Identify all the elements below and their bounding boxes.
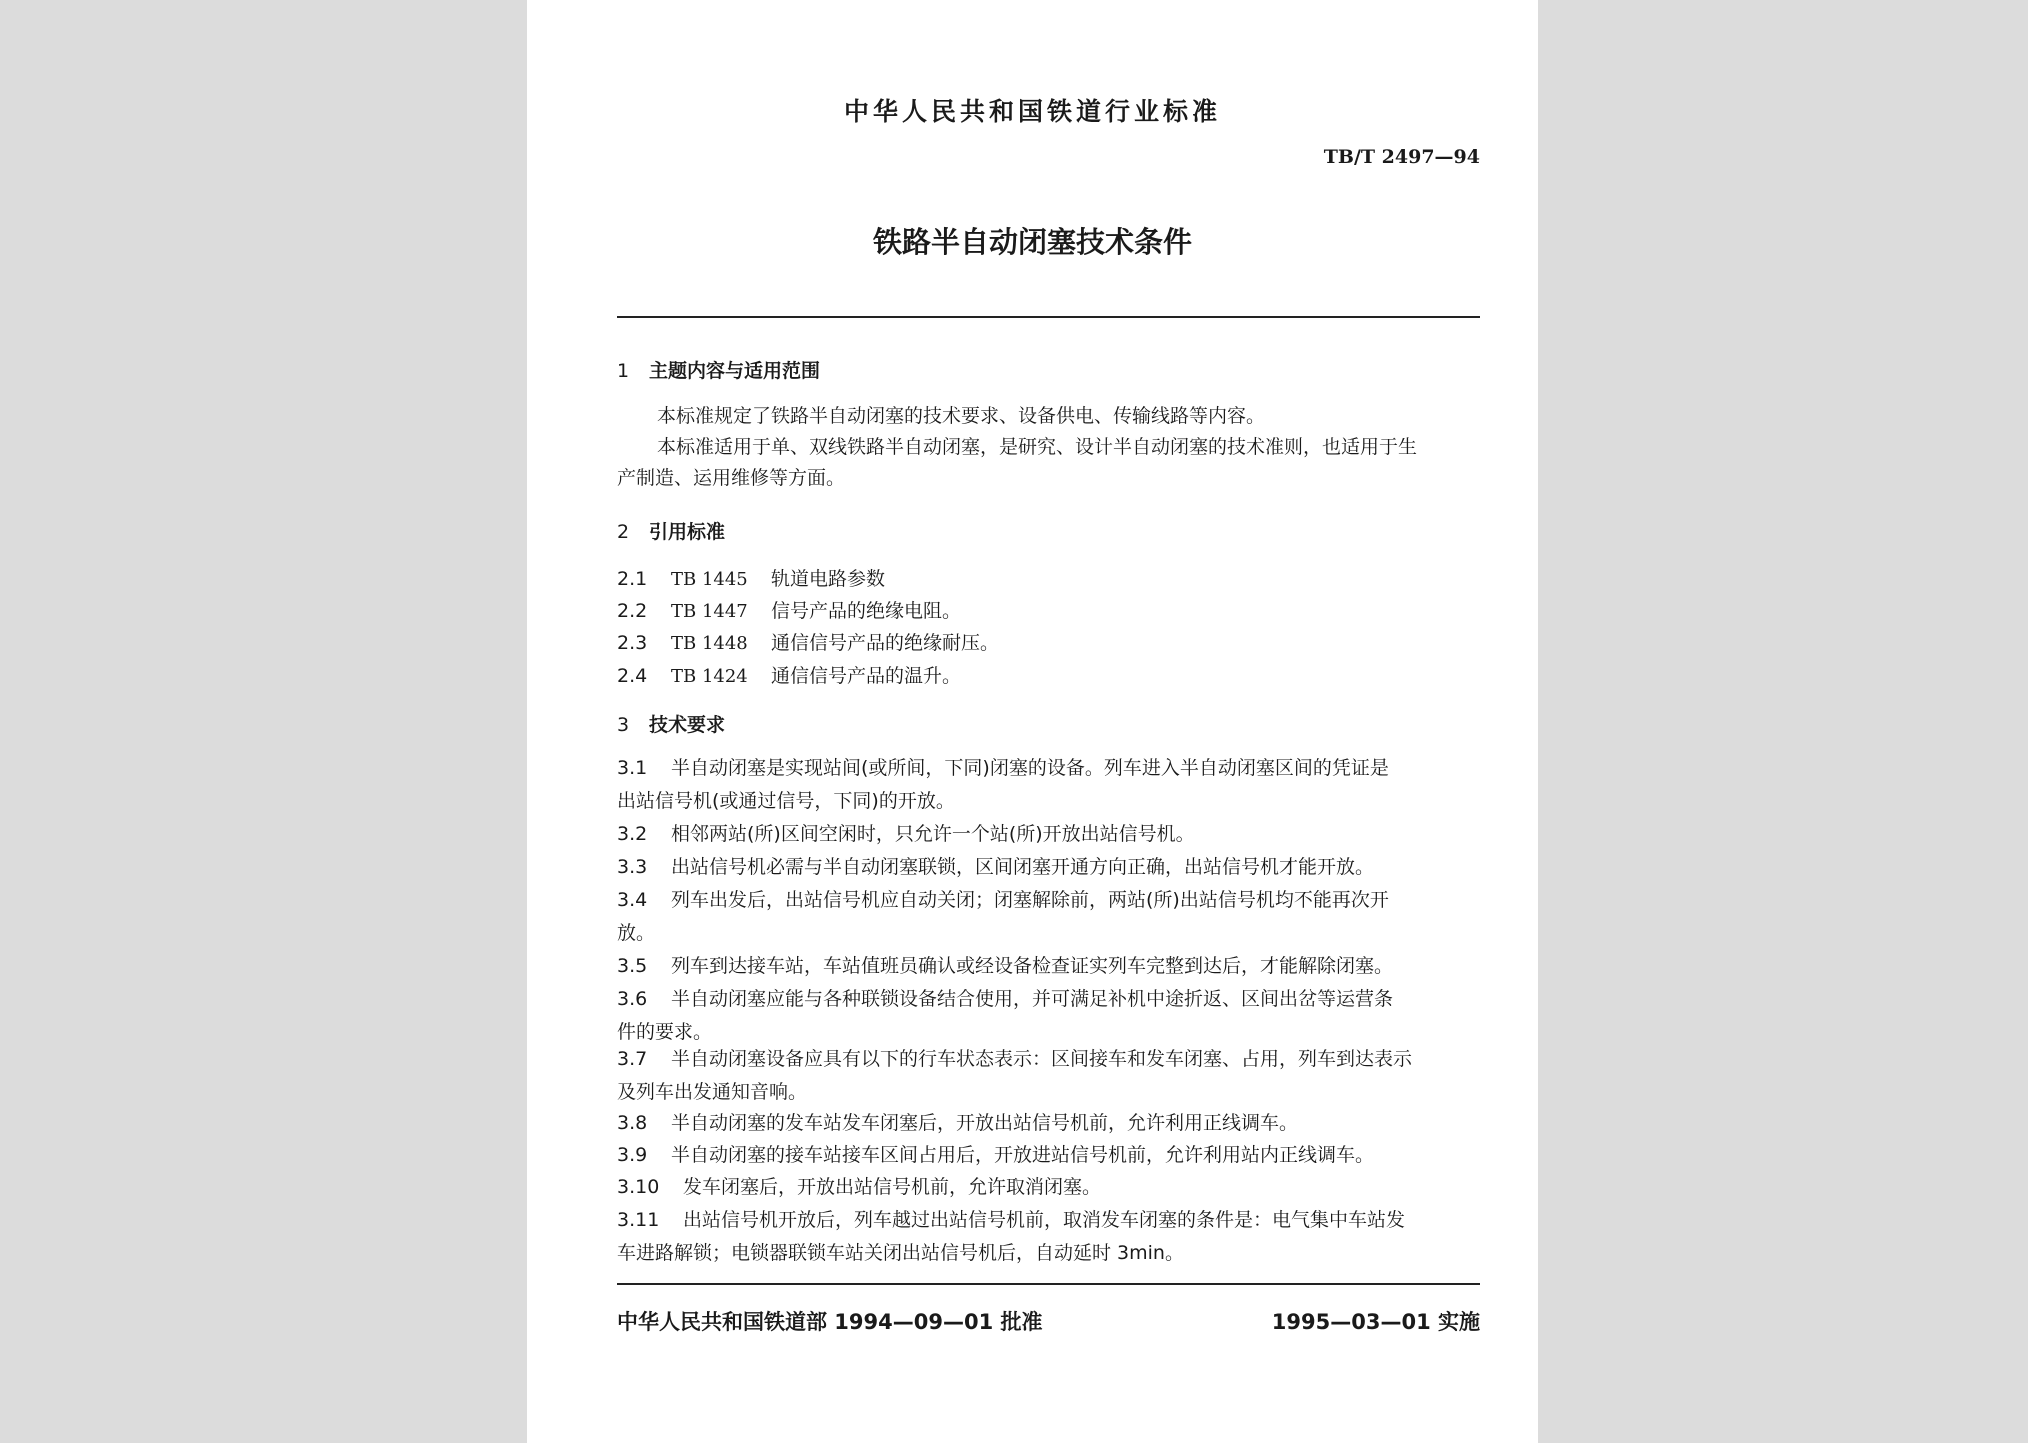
reference-item xyxy=(617,596,961,623)
section-1-heading xyxy=(617,356,820,383)
clause-number: 3.10 xyxy=(617,1176,660,1198)
document-page xyxy=(527,0,1538,1443)
clause-text-continued: 出站信号机(或通过信号，下同)的开放。 xyxy=(617,790,955,812)
ref-code: TB 1448 xyxy=(671,633,748,654)
clause-3-6 xyxy=(617,983,1480,1049)
section-1-paragraph-2-line-1: 本标准适用于单、双线铁路半自动闭塞，是研究、设计半自动闭塞的技术准则，也适用于生 xyxy=(657,436,1418,458)
clause-text: 半自动闭塞设备应具有以下的行车状态表示：区间接车和发车闭塞、占用，列车到达表示 xyxy=(671,1048,1413,1070)
clause-number: 3.1 xyxy=(617,757,648,779)
section-1-paragraph-2-line-2: 产制造、运用维修等方面。 xyxy=(617,467,846,489)
bottom-divider xyxy=(617,1283,1480,1285)
ref-number: 2.4 xyxy=(617,665,648,687)
section-3-heading xyxy=(617,710,725,737)
clause-text-continued: 放。 xyxy=(617,922,656,944)
clause-text-continued: 及列车出发通知音响。 xyxy=(617,1081,808,1103)
clause-number: 3.8 xyxy=(617,1112,648,1134)
effective-date: 1995—03—01 实施 xyxy=(1271,1310,1480,1334)
clause-text: 列车出发后，出站信号机应自动关闭；闭塞解除前，两站(所)出站信号机均不能再次开 xyxy=(671,889,1389,911)
ref-code: TB 1445 xyxy=(671,569,748,590)
clause-3-2 xyxy=(617,818,1480,851)
section-title: 技术要求 xyxy=(649,714,726,736)
ref-text: 信号产品的绝缘电阻。 xyxy=(771,600,962,622)
clause-text: 半自动闭塞是实现站间(或所间，下同)闭塞的设备。列车进入半自动闭塞区间的凭证是 xyxy=(671,757,1389,779)
clause-number: 3.11 xyxy=(617,1209,660,1231)
section-number: 1 xyxy=(617,360,630,382)
section-title: 主题内容与适用范围 xyxy=(649,360,821,382)
document-title: 铁路半自动闭塞技术条件 xyxy=(872,225,1192,259)
clause-text: 出站信号机开放后，列车越过出站信号机前，取消发车闭塞的条件是：电气集中车站发 xyxy=(683,1209,1406,1231)
section-1-paragraph-1: 本标准规定了铁路半自动闭塞的技术要求、设备供电、传输线路等内容。 xyxy=(657,405,1266,427)
section-title: 引用标准 xyxy=(649,521,726,543)
ref-code: TB 1447 xyxy=(671,601,748,622)
standard-code: TB/T 2497—94 xyxy=(1323,146,1480,168)
clause-3-11 xyxy=(617,1204,1480,1270)
clause-number: 3.4 xyxy=(617,889,648,911)
clause-text-continued: 件的要求。 xyxy=(617,1021,713,1043)
clause-text: 半自动闭塞应能与各种联锁设备结合使用，并可满足补机中途折返、区间出岔等运营条 xyxy=(671,988,1394,1010)
section-number: 3 xyxy=(617,714,630,736)
clause-3-4 xyxy=(617,884,1480,950)
reference-item xyxy=(617,628,999,655)
clause-3-7 xyxy=(617,1043,1480,1109)
clause-number: 3.9 xyxy=(617,1144,648,1166)
top-divider xyxy=(617,316,1480,318)
approval-line: 中华人民共和国铁道部 1994—09—01 批准 xyxy=(617,1310,1043,1334)
ref-number: 2.3 xyxy=(617,632,648,654)
clause-number: 3.7 xyxy=(617,1048,648,1070)
clause-3-8 xyxy=(617,1107,1480,1140)
clause-text-continued: 车进路解锁；电锁器联锁车站关闭出站信号机后，自动延时 3min。 xyxy=(617,1242,1184,1264)
ref-number: 2.1 xyxy=(617,568,648,590)
clause-number: 3.3 xyxy=(617,856,648,878)
clause-text: 半自动闭塞的发车站发车闭塞后，开放出站信号机前，允许利用正线调车。 xyxy=(671,1112,1299,1134)
clause-text: 半自动闭塞的接车站接车区间占用后，开放进站信号机前，允许利用站内正线调车。 xyxy=(671,1144,1375,1166)
clause-3-5 xyxy=(617,950,1480,983)
clause-3-10 xyxy=(617,1171,1480,1204)
clause-number: 3.6 xyxy=(617,988,648,1010)
section-number: 2 xyxy=(617,521,630,543)
clause-number: 3.2 xyxy=(617,823,648,845)
clause-number: 3.5 xyxy=(617,955,648,977)
ref-text: 轨道电路参数 xyxy=(771,568,886,590)
clause-text: 列车到达接车站，车站值班员确认或经设备检查证实列车完整到达后，才能解除闭塞。 xyxy=(671,955,1394,977)
clause-text: 出站信号机必需与半自动闭塞联锁，区间闭塞开通方向正确，出站信号机才能开放。 xyxy=(671,856,1375,878)
clause-3-3 xyxy=(617,851,1480,884)
clause-text: 相邻两站(所)区间空闲时，只允许一个站(所)开放出站信号机。 xyxy=(671,823,1195,845)
clause-3-1 xyxy=(617,752,1480,818)
ref-number: 2.2 xyxy=(617,600,648,622)
ref-code: TB 1424 xyxy=(671,666,748,687)
reference-item xyxy=(617,564,885,591)
issuing-organization: 中华人民共和国铁道行业标准 xyxy=(843,97,1221,126)
reference-item xyxy=(617,661,961,688)
clause-text: 发车闭塞后，开放出站信号机前，允许取消闭塞。 xyxy=(683,1176,1102,1198)
section-2-heading xyxy=(617,517,725,544)
clause-3-9 xyxy=(617,1139,1480,1172)
ref-text: 通信信号产品的绝缘耐压。 xyxy=(771,632,1000,654)
ref-text: 通信信号产品的温升。 xyxy=(771,665,962,687)
